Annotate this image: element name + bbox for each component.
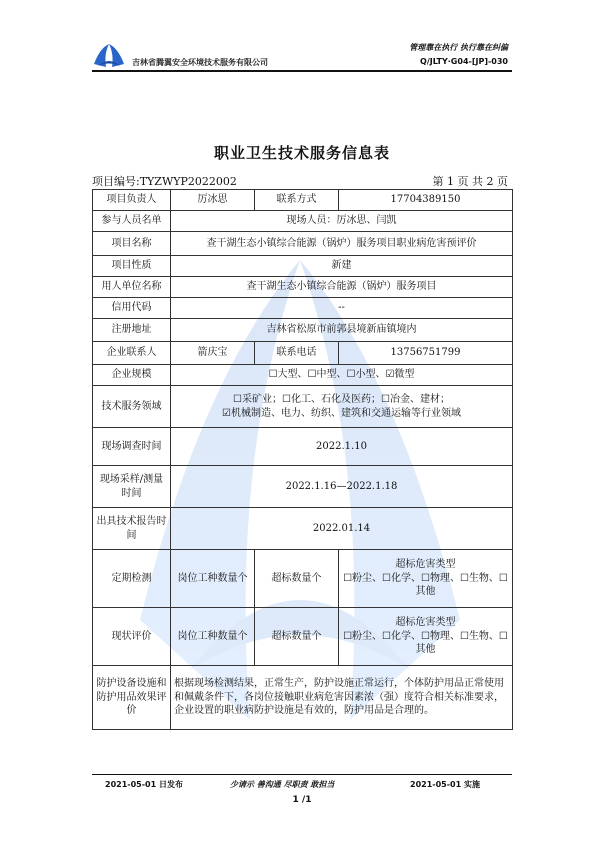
footer-divider [92,774,512,775]
hazard-type-title: 超标危害类型 [395,617,456,629]
hazard-type-cell [339,608,513,666]
table-row [93,256,513,277]
cell-value: 查干湖生态小镇综合能源（锅炉）服务项目职业病危害预评价 [171,232,513,256]
table-row [93,319,513,342]
cell-value: 现场人员：厉冰思、闫凯 [171,211,513,232]
company-name: 吉林省腾翼安全环境技术服务有限公司 [132,58,268,67]
company-scale-checkboxes: ☐大型、☐中型、☐小型、☑微型 [171,365,513,386]
implement-date: 2021-05-01 实施 [410,780,480,789]
cell-value: 新建 [171,256,513,277]
cell-label: 现场调查时间 [93,428,171,466]
service-domain-line-2: ☑机械制造、电力、纺织、建筑和交通运输等行业领域 [222,407,461,419]
cell-label: 注册地址 [93,319,171,342]
cell-label: 现状评价 [93,608,171,666]
cell-label: 定期检测 [93,550,171,608]
table-row [93,666,513,730]
cell-label: 防护设备设施和防护用品效果评价 [93,666,171,730]
table-row [93,211,513,232]
cell-value: 2022.1.16—2022.1.18 [171,466,513,508]
publish-date: 2021-05-01 日发布 [105,780,183,789]
table-row [93,342,513,365]
header-divider [92,70,512,72]
cell-value: 2022.1.10 [171,428,513,466]
cell-value: 13756751799 [339,342,513,365]
post-count-cell: 岗位工种数量个 [171,550,255,608]
table-row [93,550,513,608]
table-row [93,386,513,428]
table-row [93,298,513,319]
cell-label: 联系方式 [255,190,339,211]
cell-label: 出具技术报告时间 [93,508,171,550]
table-row [93,365,513,386]
table-row [93,277,513,298]
cell-value: 厉冰思 [171,190,255,211]
exceed-count-cell: 超标数量个 [255,550,339,608]
table-row [93,232,513,256]
company-logo-icon [92,42,126,68]
cell-label: 项目性质 [93,256,171,277]
page-title: 职业卫生技术服务信息表 [213,144,390,162]
hazard-type-title: 超标危害类型 [395,559,456,571]
table-row [93,190,513,211]
cell-value: 2022.01.14 [171,508,513,550]
cell-label: 联系电话 [255,342,339,365]
cell-value: -- [171,298,513,319]
cell-label: 现场采样/测量时间 [93,466,171,508]
info-table [92,189,513,730]
table-row [93,428,513,466]
page-header [0,0,604,80]
cell-label: 企业联系人 [93,342,171,365]
hazard-type-cell [339,550,513,608]
page-number: 1 /1 [292,795,312,805]
service-domain-checkboxes [171,386,513,428]
cell-value: 箭庆宝 [171,342,255,365]
table-row [93,508,513,550]
table-row [93,608,513,666]
table-row [93,466,513,508]
cell-label: 企业规模 [93,365,171,386]
cell-label: 参与人员名单 [93,211,171,232]
service-domain-line-1: ☐采矿业；☐化工、石化及医药；☐冶金、建材； [233,394,450,405]
cell-label: 技术服务领域 [93,386,171,428]
cell-value: 查干湖生态小镇综合能源（锅炉）服务项目 [171,277,513,298]
header-slogan: 管理靠在执行 执行靠在纠偏 [409,43,508,52]
cell-label: 项目负责人 [93,190,171,211]
exceed-count-cell: 超标数量个 [255,608,339,666]
project-number: 项目编号:TYZWYP2022002 [92,175,237,188]
cell-label: 信用代码 [93,298,171,319]
footer-slogan: 少请示 善沟通 尽职责 敢担当 [230,780,335,789]
cell-value: 17704389150 [339,190,513,211]
page-info: 第 1 页 共 2 页 [432,175,508,188]
hazard-type-checkboxes: ☐粉尘、☐化学、☐物理、☐生物、☐其他 [343,630,508,656]
document-code: Q/JLTY·G04-[JP]-030 [420,57,508,66]
evaluation-text: 根据现场检测结果，正常生产，防护设施正常运行，个体防护用品正常使用和佩戴条件下，各岗位接触职业病危害因素浓（强）度符合相关标准要求，企业设置的职业病防护设施是有效的，防护用品是合理的。 [171,666,513,730]
post-count-cell: 岗位工种数量个 [171,608,255,666]
cell-value: 吉林省松原市前郭县境新庙镇境内 [171,319,513,342]
cell-label: 用人单位名称 [93,277,171,298]
hazard-type-checkboxes: ☐粉尘、☐化学、☐物理、☐生物、☐其他 [343,572,508,598]
cell-label: 项目名称 [93,232,171,256]
